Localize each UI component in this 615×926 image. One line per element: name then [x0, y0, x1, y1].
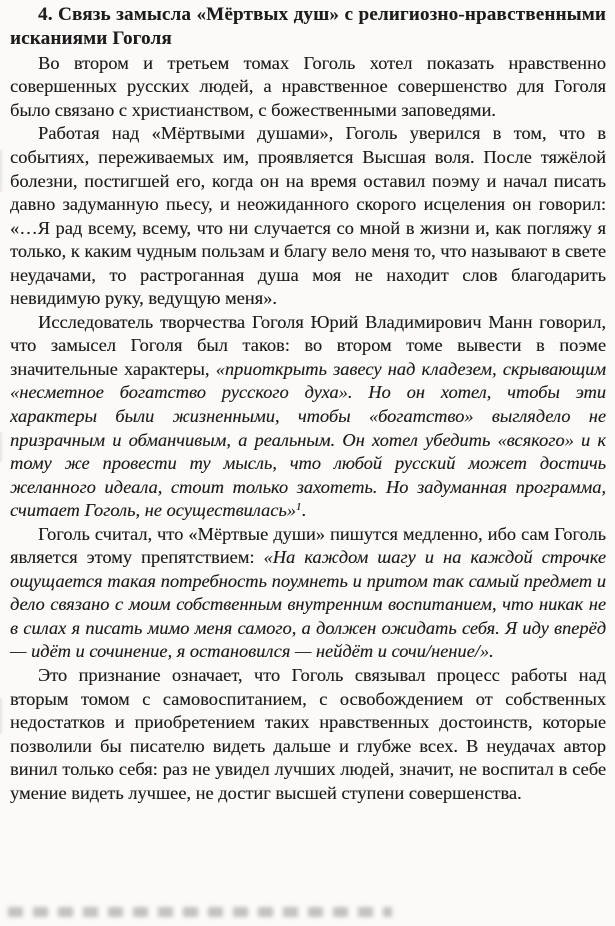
text-segment-slow-lead: Гоголь считал, что «Мёртвые души» пишутся медленно, ибо сам Гоголь является этому препятствием: — [10, 523, 606, 568]
text-segment-mann-lead: Исследователь творчества Гоголя Юрий Владимирович Манн говорил, что замысел Гоголя был таков: во втором томе вывести в поэме значительные характеры, — [10, 311, 606, 379]
paragraph-gogol-quote-letter: Работая над «Мёртвыми душами», Гоголь уверился в том, что в событиях, переживаемых им, проявляется Высшая воля. После тяжёлой болезни, постигшей его, когда он на время оставил поэму и начал писать давно задуманную пьесу, и неожиданного скорого исцеления он говорил: «…Я рад всему, всему, что ни случается со мной в жизни и, как погляжу я только, к каким чудным пользам и благу вело меня то, что называют в свете неудачами, то растроганная душа моя не находит слов благодарить невидимую руку, ведущую меня». — [10, 123, 606, 309]
paragraph-conclusion: Это признание означает, что Гоголь связывал процесс работы над вторым томом с самовоспитанием, с освобождением от собственных недостатков и приобретением таких нравственных достоинств, которые позволили бы писателю видеть дальше и глубже всех. В неудачах автор винил только себя: раз не увидел лучших людей, значит, не воспитал в себе умение видеть лучшее, не достиг высшей ступени совершенства. — [10, 665, 606, 803]
footnote-marker-number: 1 — [295, 501, 302, 514]
scan-artifact-edge-smudge — [0, 698, 2, 734]
paragraph-mann — [10, 311, 606, 523]
scan-artifact-cutoff-line — [8, 907, 392, 917]
paragraph-intro: Во втором и третьем томах Гоголь хотел показать нравственно совершенных русских людей, а нравственное совершенство для Гоголя было связано с христианством, с божественными заповедями. — [10, 52, 606, 120]
text-segment-mann-tail: . — [301, 500, 307, 521]
paragraph-slow-writing — [10, 523, 606, 664]
scan-artifact-edge-smudge — [0, 150, 2, 192]
quote-segment-mann: «приоткрыть завесу над кладезем, скрывающим «несметное богатство русского духа». Но он хотел, чтобы эти характеры были жизненными, чтобы «богатство» выглядело не призрачным и обманчивым, а реальным. Он хотел убедить «всякого» и к тому же провести ту мысль, что любой русский может достичь желанного идеала, стоит только захотеть. Но задуманная программа, считает Гоголь, не осуществилась» — [10, 358, 606, 521]
quote-segment-slow: «На каждом шагу и на каждой строчке ощущается такая потребность поумнеть и притом так самый предмет и дело связано с моим собственным внутренним воспитанием, что никак не в силах я писать мимо меня самого, а должен ожидать себя. Я иду вперёд — идёт и сочинение, я остановился — нейдёт и сочи/нение/». — [10, 547, 607, 662]
section-heading: 4. Связь замысла «Мёртвых душ» с религиозно-нравственными исканиями Гоголя — [10, 4, 606, 50]
scan-artifact-edge-smudge — [0, 432, 2, 462]
